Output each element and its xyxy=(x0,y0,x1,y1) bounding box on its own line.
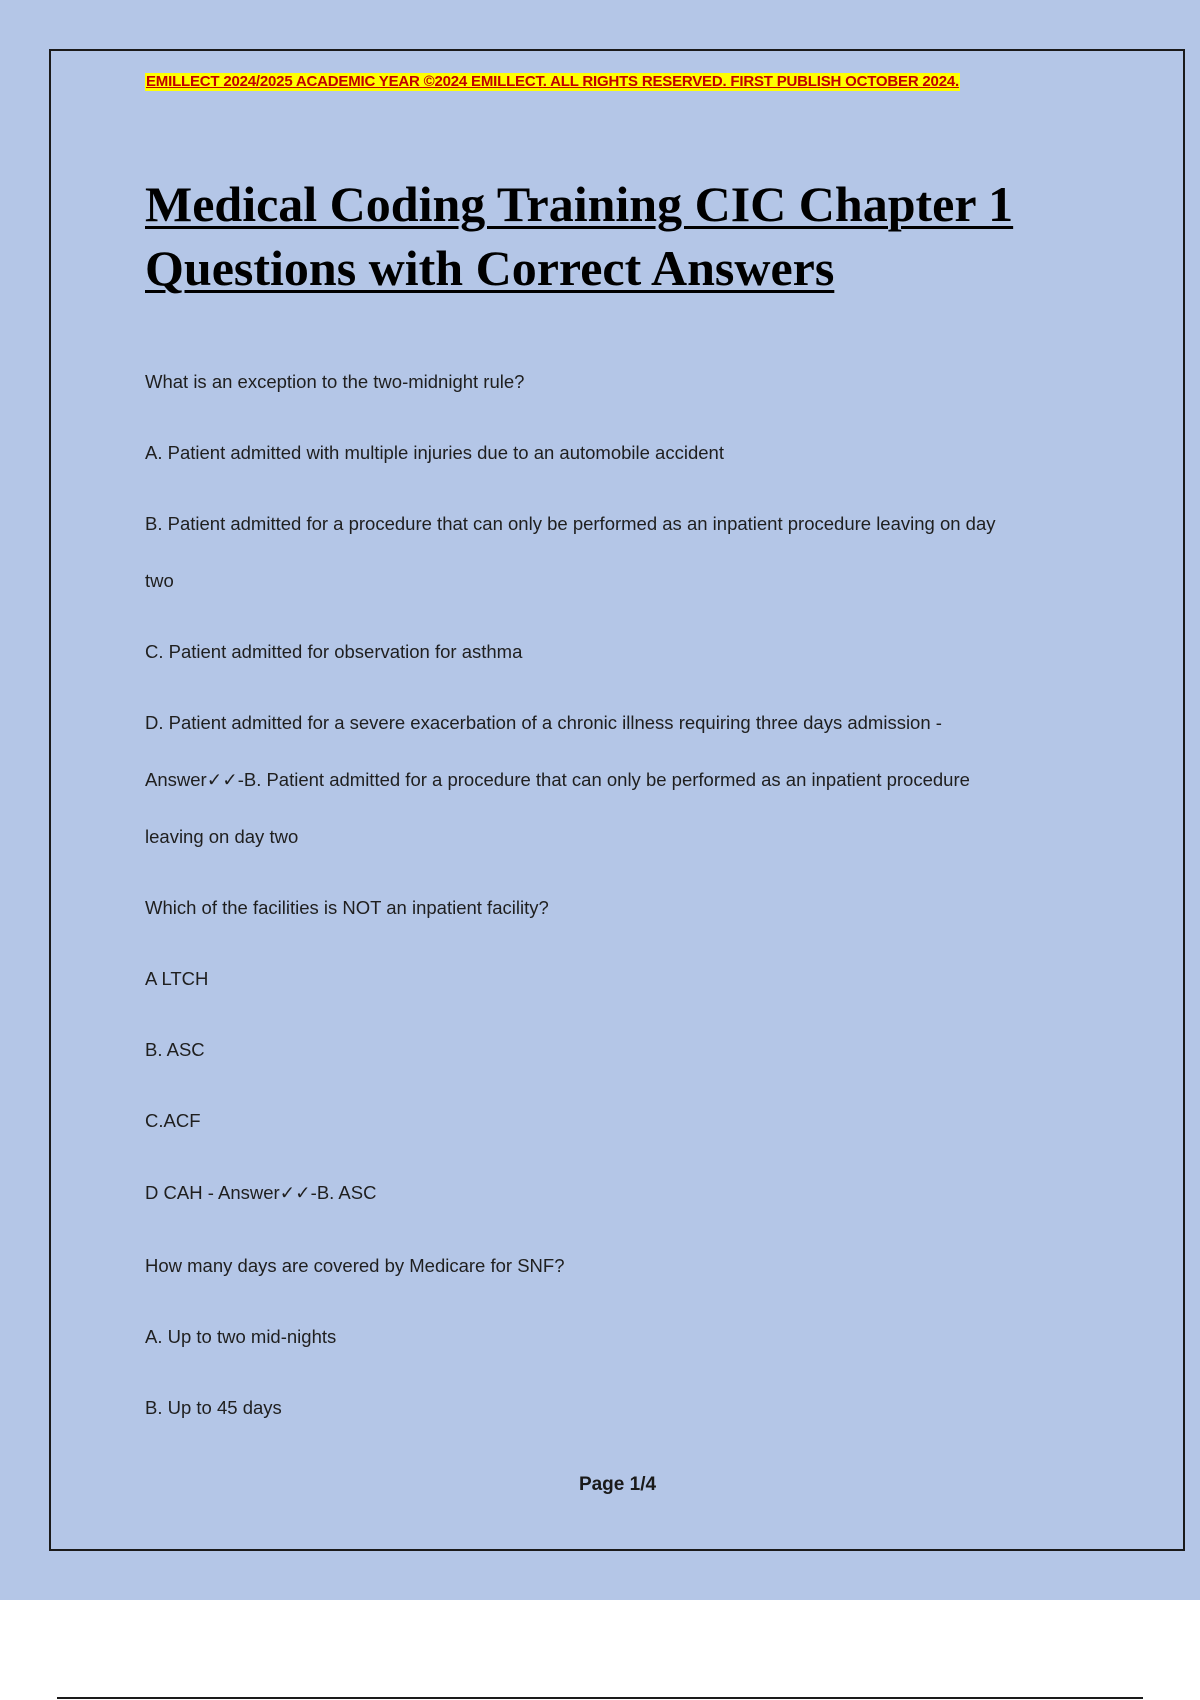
question-text: Which of the facilities is NOT an inpatient facility? xyxy=(145,897,549,918)
correct-answer: D CAH - Answer✓✓-B. ASC xyxy=(145,1182,377,1203)
answer-option: A LTCH xyxy=(145,968,209,989)
answer-option: A. Patient admitted with multiple injuries due to an automobile accident xyxy=(145,442,724,463)
answer-option: B. Up to 45 days xyxy=(145,1397,282,1418)
question-text: How many days are covered by Medicare for SNF? xyxy=(145,1255,565,1276)
document-title xyxy=(145,172,1105,300)
copyright-banner: EMILLECT 2024/2025 ACADEMIC YEAR ©2024 EMILLECT. ALL RIGHTS RESERVED. FIRST PUBLISH OCTOBER 2024. xyxy=(146,73,959,90)
document-title-line-1: Medical Coding Training CIC Chapter 1 xyxy=(145,176,1014,232)
answer-option: D. Patient admitted for a severe exacerbation of a chronic illness requiring three days admission - xyxy=(145,712,942,733)
bottom-divider xyxy=(57,1697,1143,1699)
question-text: What is an exception to the two-midnight rule? xyxy=(145,371,525,392)
correct-answer: Answer✓✓-B. Patient admitted for a procedure that can only be performed as an inpatient procedure xyxy=(145,769,970,790)
document-title-line-2: Questions with Correct Answers xyxy=(145,240,835,296)
answer-option: C.ACF xyxy=(145,1110,201,1131)
answer-option: C. Patient admitted for observation for asthma xyxy=(145,641,523,662)
answer-option: B. ASC xyxy=(145,1039,205,1060)
answer-option: A. Up to two mid-nights xyxy=(145,1326,337,1347)
answer-option-continuation: two xyxy=(145,570,174,591)
page-number: Page 1/4 xyxy=(578,1474,657,1495)
correct-answer-continuation: leaving on day two xyxy=(145,826,299,847)
answer-option: B. Patient admitted for a procedure that can only be performed as an inpatient procedure leaving on day xyxy=(145,513,996,534)
